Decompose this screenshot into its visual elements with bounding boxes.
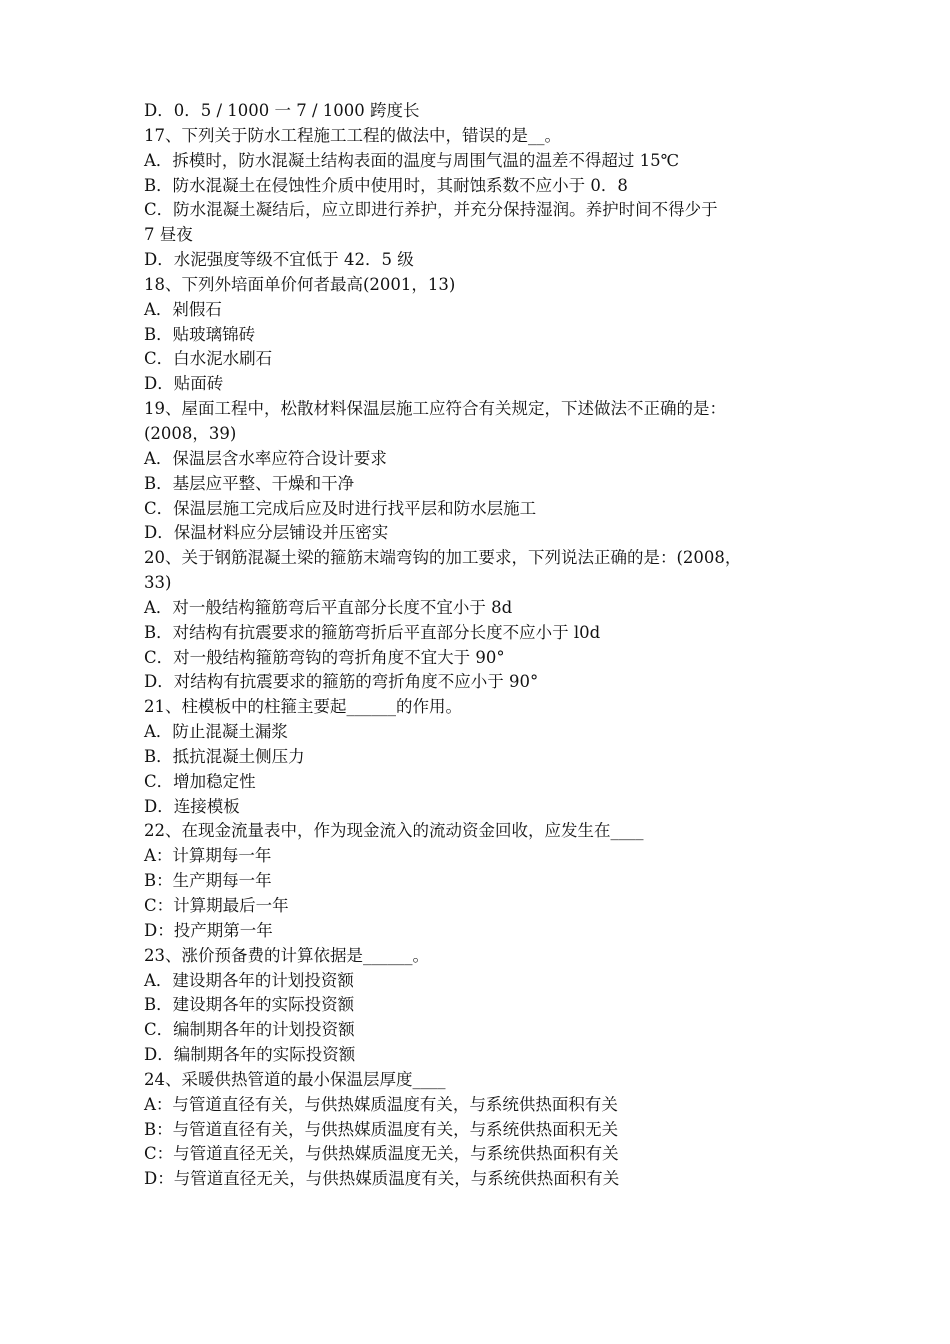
option-line: B．建设期各年的实际投资额 (144, 995, 355, 1015)
option-line: B：与管道直径有关，与供热媒质温度有关，与系统供热面积无关 (144, 1119, 619, 1139)
option-line: D．编制期各年的实际投资额 (144, 1045, 356, 1065)
option-line: B：生产期每一年 (144, 871, 272, 891)
question-19: 19、屋面工程中，松散材料保温层施工应符合有关规定，下述做法不正确的是： (144, 399, 726, 419)
option-line: A．保温层含水率应符合设计要求 (144, 448, 387, 468)
option-line: C．白水泥水刷石 (144, 349, 273, 369)
question-24: 24、采暖供热管道的最小保温层厚度____ (144, 1069, 446, 1089)
option-line: A．防止混凝土漏浆 (144, 722, 288, 742)
question-22: 22、在现金流量表中，作为现金流入的流动资金回收，应发生在____ (144, 821, 644, 841)
option-line: C．对一般结构箍筋弯钩的弯折角度不宜大于 90° (144, 647, 505, 667)
question-20-continued: 33) (144, 573, 172, 593)
option-line: B．贴玻璃锦砖 (144, 324, 256, 344)
option-line: A：计算期每一年 (144, 846, 272, 866)
question-19-continued: (2008，39) (144, 423, 237, 443)
question-23: 23、涨价预备费的计算依据是______。 (144, 945, 429, 965)
option-line-continued: 7 昼夜 (144, 225, 193, 245)
option-line: D．贴面砖 (144, 374, 224, 394)
option-line: C：与管道直径无关，与供热媒质温度无关，与系统供热面积有关 (144, 1144, 619, 1164)
option-line: D：投产期第一年 (144, 920, 273, 940)
option-line: A．拆模时，防水混凝土结构表面的温度与周围气温的温差不得超过 15℃ (144, 150, 680, 170)
option-line: B．对结构有抗震要求的箍筋弯折后平直部分长度不应小于 l0d (144, 622, 601, 642)
option-line: A．剁假石 (144, 299, 222, 319)
option-line: C：计算期最后一年 (144, 896, 289, 915)
option-line: D．保温材料应分层铺设并压密实 (144, 523, 389, 543)
option-line: D．对结构有抗震要求的箍筋的弯折角度不应小于 90° (144, 672, 539, 692)
option-line: C．增加稳定性 (144, 771, 256, 791)
option-line: D．水泥强度等级不宜低于 42．5 级 (144, 250, 414, 270)
option-line: B．防水混凝土在侵蚀性介质中使用时，其耐蚀系数不应小于 0．8 (144, 175, 628, 195)
option-line: A．建设期各年的计划投资额 (144, 970, 354, 990)
option-line: D．连接模板 (144, 796, 240, 816)
option-line: A：与管道直径有关，与供热媒质温度有关，与系统供热面积有关 (144, 1094, 618, 1114)
question-18: 18、下列外培面单价何者最高(2001，13) (144, 274, 456, 294)
option-line: D．0．5 / 1000 一 7 / 1000 跨度长 (144, 101, 420, 120)
option-line: A．对一般结构箍筋弯后平直部分长度不宜小于 8d (144, 597, 513, 617)
option-line: C．编制期各年的计划投资额 (144, 1020, 355, 1040)
document-body (144, 99, 814, 1192)
question-21: 21、柱模板中的柱箍主要起______的作用。 (144, 697, 462, 717)
option-line: C．防水混凝土凝结后，应立即进行养护，并充分保持湿润。养护时间不得少于 (144, 200, 718, 220)
question-20: 20、关于钢筋混凝土梁的箍筋末端弯钩的加工要求，下列说法正确的是：(2008， (144, 548, 742, 568)
option-line: C．保温层施工完成后应及时进行找平层和防水层施工 (144, 498, 537, 518)
question-17: 17、下列关于防水工程施工工程的做法中，错误的是__。 (144, 125, 561, 145)
option-line: B．抵抗混凝土侧压力 (144, 746, 305, 766)
option-line: D：与管道直径无关，与供热媒质温度有关，与系统供热面积有关 (144, 1169, 620, 1189)
option-line: B．基层应平整、干燥和干净 (144, 473, 355, 493)
